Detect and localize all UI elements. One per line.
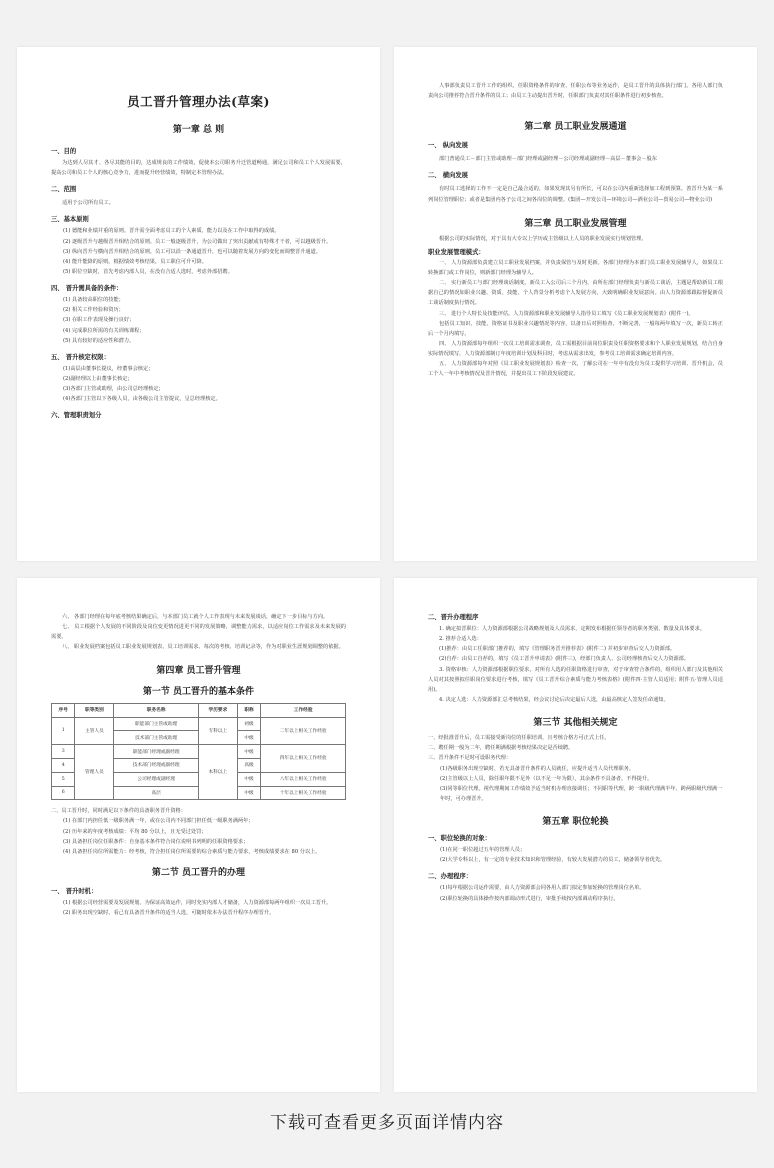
rule-item: (3)同等职位代理。视代理期间工作绩效予适当时机办理直接调任；不同职等代理，跨一职级代理满半年、跨两职级代理满一年时，可办理晋升。: [440, 785, 723, 802]
mode-item: 三、 进行个人特长及技能评估。人力资源部和职业发展辅导人指导员工填写《员工职业发展规划表》(附件一)。: [439, 310, 694, 317]
chapter-5-heading: 第五章 职位轮换: [542, 817, 609, 828]
role-cell: 职能部门主管或助理: [114, 717, 199, 731]
authority-item: (1)高层由董事长提议，经董事会核定；: [63, 365, 154, 372]
table-header-row: [52, 703, 346, 717]
condition-item: (3) 在职工作表现及操行良好；: [63, 317, 135, 324]
header-cell: 工作经验: [261, 703, 346, 717]
principle-item: (4) 能升能降的原则。根据绩效考核结果，员工职位可升可降。: [63, 258, 207, 265]
section-rotation-procedure: 二、办理程序：: [428, 873, 473, 881]
section-management-mode: 职业发展管理模式：: [428, 248, 485, 256]
role-cell: 高层: [114, 786, 199, 800]
section-1-heading: 第一节 员工晋升的基本条件: [142, 686, 255, 697]
qualification-item: (4) 具备担任岗位所需能力：经考核，符合担任岗位所需要的综合素质与能力要求，考核成绩要求在 80 分以上。: [63, 848, 321, 855]
scope-text: 适用于公司所有员工。: [62, 200, 114, 207]
section-timing: 一、 晋升时机：: [51, 888, 98, 896]
authority-item: (3)各部门主管或助理，由公司总经理核定；: [63, 386, 164, 393]
section-responsibilities: 六、管理职责划分: [51, 412, 102, 420]
rotation-procedure-item: (1)每年根据公司运作需要，由人力资源部会同各用人部门拟定参加轮换的管理岗位名单。: [440, 885, 645, 892]
principle-item: (5) 职位空缺时，首先考虑内部人员，在没有合适人选时，考虑外部招聘。: [63, 268, 233, 275]
row-number: 5: [52, 772, 75, 786]
responsibility-text: 人事部负责员工晋升工作的组织、任职资格条件的审查、任职公布等业务运作，是员工晋升的具体执行部门。各用人部门负责向公司推荐符合晋升条件的员工；由员工主动提出晋升时，任职部门负责对其任职条件进行初步核查。: [428, 83, 723, 100]
rule-item: (2)主管级以上人员，除任职年限不足外（以不足一年为限），其余条件不具备者，不得提升。: [440, 775, 653, 782]
download-more-caption: 下载可查看更多页面详情内容: [270, 1113, 504, 1133]
role-cell: 技术部门经理或副经理: [114, 758, 199, 772]
role-cell: 职能部门经理或副经理: [114, 745, 199, 759]
section-principles: 三、基本原则: [51, 216, 89, 224]
title-cell: 初级: [237, 717, 260, 731]
chapter-3-intro: 根据公司的实际情况，对于具有大专以上学历或主管级以上人员的职业发展实行规划管理。: [439, 235, 647, 242]
header-cell: 序号: [52, 703, 75, 717]
authority-item: (4)各部门主管以下各级人员，由各级公司主管提议，呈总经理核定。: [63, 396, 221, 403]
timing-item: (1) 根据公司经营需要及发展规划，为保证高效运作，同时充实内部人才储备，人力资源部每两年组织一次员工晋升。: [63, 900, 332, 907]
experience-cell: 十年以上相关工作经验: [261, 786, 346, 800]
rule-item: 三、晋升条件不足时可设职务代理：: [428, 755, 512, 762]
role-cell: 公司经理或副经理: [114, 772, 199, 786]
role-cell: 技术部门主管或助理: [114, 731, 199, 745]
document-page-4: [394, 578, 757, 1092]
purpose-text: 为达到人尽其才、各尽其能的目的，达成规良的工作绩效，促使本公司职务升迁管道畅通，满足公司和员工个人发展需要，提高公司和员工个人的核心竞争力，进而提升经营绩效，特制定本管理办法。: [51, 160, 346, 177]
rule-item: (1)各级职务出现空缺时，若无具备晋升条件的人员就任，应提升适当人员代理职务。: [440, 765, 635, 772]
rotation-procedure-item: (2)职位轮换的具体操作按内部调动形式进行，审批手续按内部调动程序执行。: [440, 895, 619, 902]
career-item: 八、 职业发展档案包括员工职业发展规划表、员工培训需求、每次的考核、培训记录等，作为对职业生涯规划调整的依据。: [62, 644, 344, 651]
section-authority: 五、 晋升核定权限：: [51, 353, 110, 361]
section-3-heading: 第三节 其他相关规定: [533, 718, 618, 729]
qualification-item: 二、员工晋升时，同时满足以下条件的具备职务晋升资格：: [51, 808, 186, 815]
section-horizontal: 二、 横向发展: [428, 172, 468, 180]
document-title: 员工晋升管理办法(草案): [127, 94, 270, 109]
section-vertical: 一、 纵向发展: [428, 142, 468, 150]
mode-item: 四、 人力资源部每年组织一次员工培训需求调查，员工需根据目前岗位职责及任职资格要求和个人职业发展规划，结合自身实际情况填写，人力资源部制订年度培训计划及科目时，考虑从需求出发，参考员工培训需求确定培训内容。: [428, 340, 723, 358]
title-cell: 中级: [237, 772, 260, 786]
title-cell: 中级: [237, 786, 260, 800]
row-number: 1: [52, 717, 75, 745]
procedure-item: (1)推荐：由员工任职部门推荐的，填写《管理职务晋升推荐表》(附件二) 并初步审查后交人力资源部。: [439, 646, 676, 653]
document-page-3: [17, 578, 380, 1092]
section-procedure: 二、晋升办理程序: [428, 614, 479, 621]
rotation-target-item: (2)大学专科以上，有一定的专业技术知识和管理经验，有较大发展潜力的员工，储备领导者优先。: [440, 857, 666, 864]
title-cell: 中级: [237, 731, 260, 745]
mode-item: 五、 人力资源部每年对照《员工职业发展规划表》检查一次，了解公司在一年中有没有为员工提供学习培训、晋升机会，员工个人一年中考核情况及晋升情况，并提出员工下阶段发展建议。: [428, 361, 723, 378]
procedure-item: 2. 推荐合适人选：: [439, 636, 482, 643]
experience-cell: 二年以上相关工作经验: [261, 717, 346, 745]
document-page-2: [394, 47, 757, 561]
header-cell: 职等类别: [75, 703, 114, 717]
vertical-path-text: 部门普通员工－部门主管或助理－部门经理或副经理－公司经理或副经理－高层－董事会－股东: [439, 156, 657, 163]
condition-item: (4) 完成职位所需的有关训练课程；: [63, 327, 145, 334]
education-cell: 专科以上: [198, 717, 237, 745]
header-cell: 学历要求: [198, 703, 237, 717]
document-page-1: [17, 47, 380, 561]
mode-item: 二、 实行新员工与部门经理谈话制度。新员工入公司后三个月内，由所在部门经理负责与新员工谈话，主题是帮助新员工根据自己的情况如职业兴趣、资质、技能、个人背景分析考虑个人发展方向，大致明确职业发展意向。由人力资源部跟踪督促新员工谈话制度执行情况。: [428, 280, 723, 307]
authority-item: (2)副经理以上由董事长核定；: [63, 375, 133, 382]
qualification-item: (1) 在部门内担任低一级职务满一年，或在公司内不同部门担任低一级职务满两年；: [63, 818, 254, 825]
row-number: 4: [52, 758, 75, 772]
section-scope: 二、范围: [51, 186, 77, 194]
table-row: [52, 717, 346, 731]
qualification-item: (3) 具备担任岗位任职条件：自身基本条件符合岗位说明书列明的任职资格要求；: [63, 838, 249, 845]
principle-item: (2) 逐级晋升与越级晋升相结合的原则。员工一般逐级晋升，为公司做出了突出贡献或有特殊才干者，可以越级晋升。: [63, 238, 332, 245]
rotation-target-item: (1)在同一职位超过五年的管理人员；: [440, 847, 526, 854]
section-purpose: 一、目的: [51, 148, 77, 155]
chapter-4-heading: 第四章 员工晋升管理: [156, 665, 241, 676]
section-rotation-target: 一、职位轮换的对象：: [428, 835, 491, 843]
timing-item: (2) 职务出现空缺时，看己有具备晋升条件的适当人选，可随时依本办法晋升程序办理晋升。: [63, 910, 275, 917]
category-cell: 管理人员: [75, 745, 114, 800]
promotion-conditions-table: [51, 703, 346, 801]
procedure-item: 3. 资格审核：人力资源部根据职位要求，对所有人选的任职资格进行审查，对于审查符合条件的，组织用人部门及其他相关人员对其按照拟任职岗位要求进行考核，填写《员工晋升综合素质与能力考核表格》(附件四·主管人员适用；附件五·管理人员适用)。: [428, 666, 723, 693]
header-cell: 职称: [237, 703, 260, 717]
condition-item: (2) 相关工作经验和资历；: [63, 307, 124, 314]
principle-item: (1) 德能和业绩并重的原则。晋升需全面考虑员工的个人素质、能力以及在工作中取得的成绩。: [63, 228, 280, 235]
mode-item: 包括员工知识、技能、资格证书及职业兴趣情况等内容，以备日后对照检查，不断完善，一般每两年填写一次，新员工转正后一个月内填写。: [428, 320, 723, 337]
mode-item: 一、 人力资源部负责建立员工职业发展档案，并负责保管与及时更新。各部门经理为本部门员工职业发展辅导人，如果员工转换部门或工作岗位，则新部门经理为辅导人。: [428, 259, 723, 276]
procedure-item: 4. 决定人选：人力资源部汇总考核结果，经会议讨论后决定最后人选，由最高核定人签发任命通知。: [439, 696, 669, 703]
principle-item: (3) 纵向晋升与横向晋升相结合的原则。员工可以沿一条通道晋升，也可以随着发展方向的变化而调整晋升通道。: [63, 248, 321, 255]
chapter-2-heading: 第二章 员工职业发展通道: [524, 122, 627, 133]
chapter-3-heading: 第三章 员工职业发展管理: [524, 218, 627, 229]
title-cell: 中级: [237, 745, 260, 759]
procedure-item: (2)自荐：由员工自荐的，填写《员工晋升申请表》(附件三)，经部门负责人、公司经理核查后交人力资源部。: [439, 656, 690, 663]
section-2-heading: 第二节 员工晋升的办理: [151, 868, 246, 879]
experience-cell: 四年以上相关工作经验: [261, 745, 346, 773]
title-cell: 高级: [237, 758, 260, 772]
category-cell: 主管人员: [75, 717, 114, 745]
experience-cell: 八年以上相关工作经验: [261, 772, 346, 786]
section-conditions: 四、 晋升需具备的条件：: [51, 285, 123, 293]
condition-item: (1) 具备较高职位的技能；: [63, 297, 124, 304]
rule-item: 一、经批准晋升后，员工需接受新岗位的任职培训，且考核合格方可正式上任。: [428, 735, 610, 742]
career-item: 六、 各部门经理在每年底考核结果确定后，与本部门员工就个人工作表现与未来发展谈话，确定下一步目标与方向。: [62, 614, 329, 620]
career-item: 七、 员工根据个人发展的不同阶段及岗位变更情况进更不同的发展策略，调整能力需求，以适应岗位工作需求及未来发展的需要。: [51, 624, 346, 641]
procedure-item: 1. 确定拟晋职位：人力资源部根据公司战略规划及人员需求，定期发布根据任领导者的职务类别、数量及具体要求。: [439, 626, 705, 632]
rule-item: 二、聘任期一般为二年，聘任期满根据考核结果决定是否续聘。: [428, 745, 574, 752]
row-number: 3: [52, 745, 75, 759]
horizontal-path-text: 有时员工选择的工作不一定是自己最合适的，如果发现其另有所长，可以在公司内重新选择加工程到预算，善晋升为某一系列岗位管理职位；或者是集团内各子公司之间各岗位的调整。(集团—开发公司—环境公司—酒业公司—贸易公司—物业公司): [428, 186, 723, 203]
qualification-item: (2) 历年来的年度考核成绩：平均 80 分以上，且无受过处罚；: [63, 828, 207, 835]
table-row: [52, 745, 346, 759]
row-number: 6: [52, 786, 75, 800]
header-cell: 职务名称: [114, 703, 199, 717]
chapter-1-heading: 第一章 总 则: [172, 125, 225, 135]
education-cell: 本科以上: [198, 745, 237, 800]
condition-item: (5) 具有较好的适应性和潜力。: [63, 337, 135, 344]
